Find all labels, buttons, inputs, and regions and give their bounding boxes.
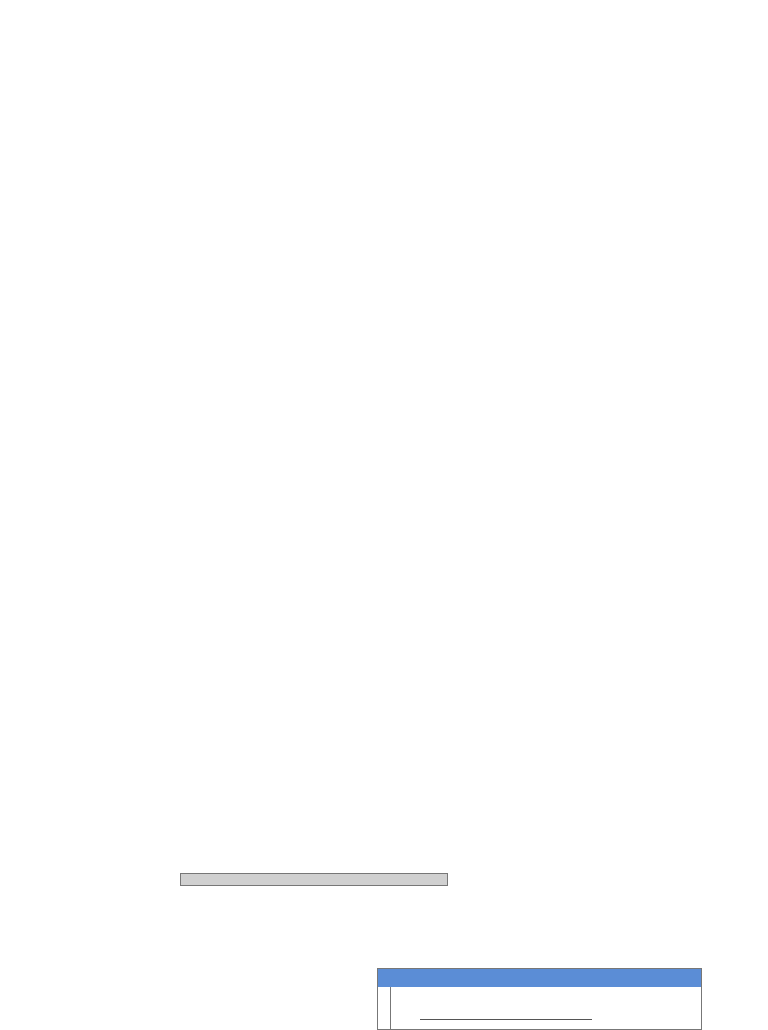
chart-ylabel bbox=[380, 969, 390, 1029]
chart-header-bar bbox=[378, 969, 701, 987]
chart-left-border bbox=[390, 987, 391, 1029]
chart-gridline bbox=[420, 1019, 592, 1020]
level-distribution-chart bbox=[377, 968, 702, 1030]
prepared-by-field[interactable] bbox=[180, 873, 448, 886]
